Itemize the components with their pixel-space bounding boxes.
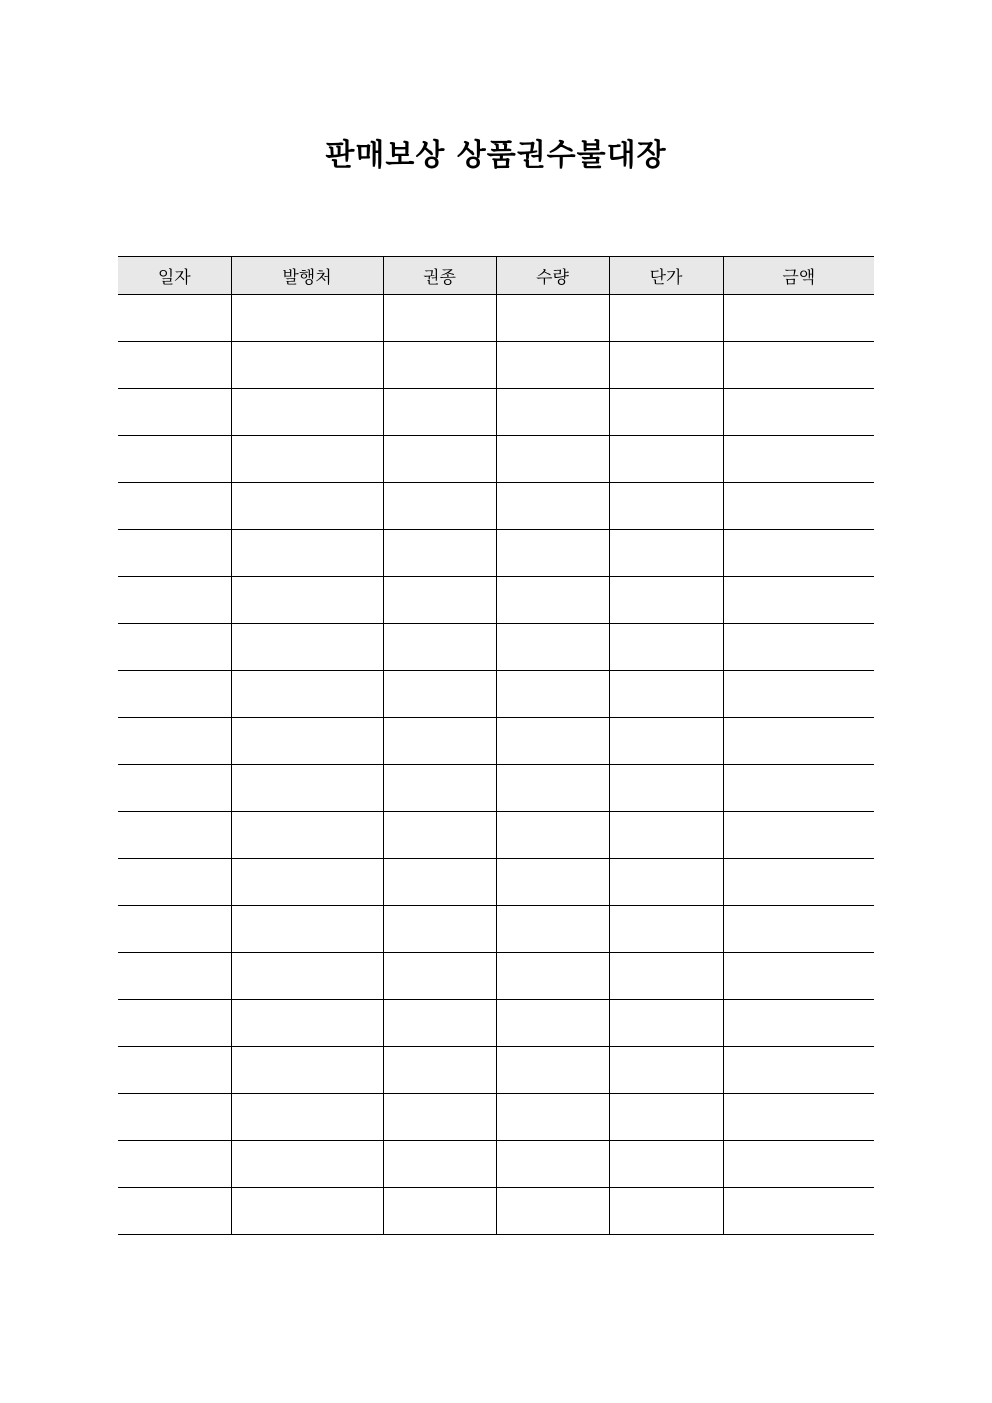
cell-denomination bbox=[383, 859, 496, 906]
table-row bbox=[118, 906, 874, 953]
page-title: 판매보상 상품권수불대장 bbox=[325, 138, 667, 173]
cell-issuer bbox=[231, 718, 383, 765]
cell-amount bbox=[723, 389, 874, 436]
table-row bbox=[118, 859, 874, 906]
cell-unit-price bbox=[609, 765, 723, 812]
cell-unit-price bbox=[609, 530, 723, 577]
cell-quantity bbox=[496, 1141, 609, 1188]
cell-amount bbox=[723, 1141, 874, 1188]
cell-quantity bbox=[496, 671, 609, 718]
cell-denomination bbox=[383, 295, 496, 342]
cell-amount bbox=[723, 718, 874, 765]
cell-amount bbox=[723, 812, 874, 859]
cell-issuer bbox=[231, 389, 383, 436]
cell-amount bbox=[723, 342, 874, 389]
table-row bbox=[118, 671, 874, 718]
header-denomination: 권종 bbox=[383, 257, 496, 295]
cell-amount bbox=[723, 765, 874, 812]
cell-denomination bbox=[383, 1000, 496, 1047]
cell-issuer bbox=[231, 671, 383, 718]
cell-issuer bbox=[231, 812, 383, 859]
cell-denomination bbox=[383, 906, 496, 953]
cell-quantity bbox=[496, 718, 609, 765]
cell-denomination bbox=[383, 718, 496, 765]
cell-date bbox=[118, 530, 231, 577]
cell-issuer bbox=[231, 483, 383, 530]
cell-issuer bbox=[231, 1141, 383, 1188]
cell-issuer bbox=[231, 295, 383, 342]
table-row bbox=[118, 1000, 874, 1047]
cell-issuer bbox=[231, 765, 383, 812]
cell-date bbox=[118, 671, 231, 718]
cell-quantity bbox=[496, 906, 609, 953]
cell-quantity bbox=[496, 812, 609, 859]
ledger-table bbox=[118, 256, 874, 1235]
cell-denomination bbox=[383, 483, 496, 530]
cell-issuer bbox=[231, 436, 383, 483]
cell-quantity bbox=[496, 389, 609, 436]
cell-unit-price bbox=[609, 1141, 723, 1188]
cell-amount bbox=[723, 530, 874, 577]
cell-date bbox=[118, 1141, 231, 1188]
table-row bbox=[118, 389, 874, 436]
cell-amount bbox=[723, 953, 874, 1000]
cell-unit-price bbox=[609, 718, 723, 765]
table-header-row bbox=[118, 257, 874, 295]
cell-issuer bbox=[231, 1188, 383, 1235]
table-row bbox=[118, 1094, 874, 1141]
cell-date bbox=[118, 953, 231, 1000]
cell-quantity bbox=[496, 530, 609, 577]
table-row bbox=[118, 1141, 874, 1188]
cell-date bbox=[118, 389, 231, 436]
cell-date bbox=[118, 624, 231, 671]
cell-amount bbox=[723, 577, 874, 624]
cell-denomination bbox=[383, 530, 496, 577]
header-issuer: 발행처 bbox=[231, 257, 383, 295]
cell-denomination bbox=[383, 953, 496, 1000]
cell-denomination bbox=[383, 1047, 496, 1094]
cell-unit-price bbox=[609, 671, 723, 718]
cell-denomination bbox=[383, 812, 496, 859]
table-row bbox=[118, 295, 874, 342]
header-date: 일자 bbox=[118, 257, 231, 295]
cell-issuer bbox=[231, 859, 383, 906]
cell-unit-price bbox=[609, 624, 723, 671]
cell-unit-price bbox=[609, 859, 723, 906]
cell-issuer bbox=[231, 342, 383, 389]
cell-quantity bbox=[496, 436, 609, 483]
cell-unit-price bbox=[609, 342, 723, 389]
cell-unit-price bbox=[609, 1094, 723, 1141]
cell-date bbox=[118, 718, 231, 765]
cell-unit-price bbox=[609, 1000, 723, 1047]
cell-unit-price bbox=[609, 906, 723, 953]
cell-quantity bbox=[496, 1047, 609, 1094]
cell-quantity bbox=[496, 624, 609, 671]
cell-issuer bbox=[231, 530, 383, 577]
cell-unit-price bbox=[609, 1047, 723, 1094]
cell-unit-price bbox=[609, 436, 723, 483]
cell-date bbox=[118, 906, 231, 953]
cell-date bbox=[118, 765, 231, 812]
cell-unit-price bbox=[609, 953, 723, 1000]
cell-denomination bbox=[383, 624, 496, 671]
cell-date bbox=[118, 812, 231, 859]
table-row bbox=[118, 765, 874, 812]
table-row bbox=[118, 436, 874, 483]
cell-amount bbox=[723, 295, 874, 342]
cell-issuer bbox=[231, 1000, 383, 1047]
cell-quantity bbox=[496, 577, 609, 624]
table-body bbox=[118, 295, 874, 1235]
cell-issuer bbox=[231, 906, 383, 953]
cell-denomination bbox=[383, 1141, 496, 1188]
cell-denomination bbox=[383, 1094, 496, 1141]
cell-quantity bbox=[496, 342, 609, 389]
table-row bbox=[118, 624, 874, 671]
cell-quantity bbox=[496, 1188, 609, 1235]
cell-unit-price bbox=[609, 483, 723, 530]
cell-amount bbox=[723, 436, 874, 483]
cell-quantity bbox=[496, 483, 609, 530]
cell-unit-price bbox=[609, 295, 723, 342]
header-quantity: 수량 bbox=[496, 257, 609, 295]
cell-unit-price bbox=[609, 389, 723, 436]
table-row bbox=[118, 483, 874, 530]
cell-denomination bbox=[383, 577, 496, 624]
table-row bbox=[118, 812, 874, 859]
cell-issuer bbox=[231, 624, 383, 671]
cell-denomination bbox=[383, 671, 496, 718]
cell-denomination bbox=[383, 436, 496, 483]
cell-date bbox=[118, 859, 231, 906]
cell-date bbox=[118, 1094, 231, 1141]
cell-date bbox=[118, 1188, 231, 1235]
table-row bbox=[118, 1047, 874, 1094]
table-row bbox=[118, 342, 874, 389]
cell-denomination bbox=[383, 765, 496, 812]
table-row bbox=[118, 530, 874, 577]
header-unit-price: 단가 bbox=[609, 257, 723, 295]
table-row bbox=[118, 1188, 874, 1235]
table-row bbox=[118, 953, 874, 1000]
cell-unit-price bbox=[609, 1188, 723, 1235]
cell-amount bbox=[723, 1094, 874, 1141]
table-row bbox=[118, 718, 874, 765]
cell-date bbox=[118, 342, 231, 389]
table-row bbox=[118, 577, 874, 624]
cell-date bbox=[118, 577, 231, 624]
header-amount: 금액 bbox=[723, 257, 874, 295]
cell-amount bbox=[723, 859, 874, 906]
cell-quantity bbox=[496, 1094, 609, 1141]
cell-issuer bbox=[231, 953, 383, 1000]
cell-date bbox=[118, 1047, 231, 1094]
cell-amount bbox=[723, 1188, 874, 1235]
cell-unit-price bbox=[609, 812, 723, 859]
cell-unit-price bbox=[609, 577, 723, 624]
cell-issuer bbox=[231, 1047, 383, 1094]
cell-quantity bbox=[496, 859, 609, 906]
cell-issuer bbox=[231, 577, 383, 624]
cell-denomination bbox=[383, 389, 496, 436]
cell-quantity bbox=[496, 295, 609, 342]
cell-amount bbox=[723, 624, 874, 671]
cell-quantity bbox=[496, 1000, 609, 1047]
cell-amount bbox=[723, 906, 874, 953]
cell-amount bbox=[723, 1047, 874, 1094]
cell-quantity bbox=[496, 765, 609, 812]
cell-date bbox=[118, 295, 231, 342]
cell-denomination bbox=[383, 1188, 496, 1235]
cell-amount bbox=[723, 483, 874, 530]
cell-date bbox=[118, 436, 231, 483]
cell-denomination bbox=[383, 342, 496, 389]
cell-date bbox=[118, 1000, 231, 1047]
cell-amount bbox=[723, 1000, 874, 1047]
cell-quantity bbox=[496, 953, 609, 1000]
cell-amount bbox=[723, 671, 874, 718]
cell-date bbox=[118, 483, 231, 530]
cell-issuer bbox=[231, 1094, 383, 1141]
